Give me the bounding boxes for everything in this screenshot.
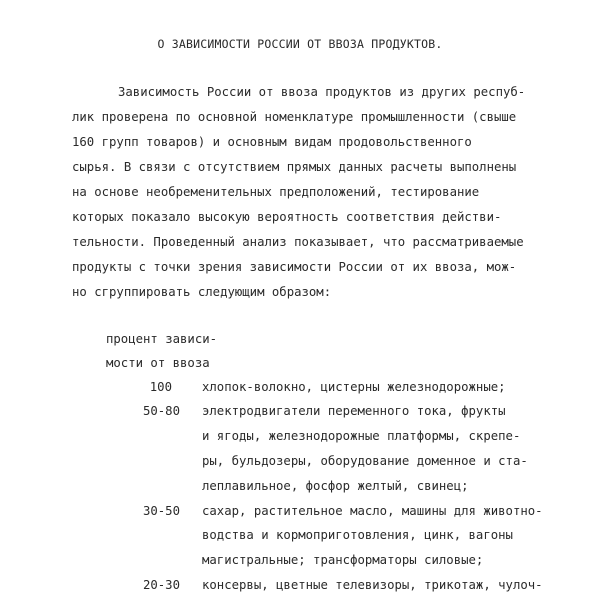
paragraph-line: которых показало высокую вероятность соответствия действи-	[72, 210, 502, 224]
list-header-line: процент зависи-	[106, 332, 218, 346]
category-line: ры, бульдозеры, оборудование доменное и ста-	[202, 454, 528, 468]
paragraph-line: 160 групп товаров) и основным видам продовольственного	[72, 135, 472, 149]
category-percent: 50-80	[142, 404, 180, 418]
category-line: магистральные; трансформаторы силовые;	[202, 553, 484, 567]
paragraph-line: но сгруппировать следующим образом:	[72, 285, 332, 299]
category-line: электродвигатели переменного тока, фрукты	[202, 404, 506, 418]
paragraph-line: сырья. В связи с отсутствием прямых данных расчеты выполнены	[72, 160, 517, 174]
category-percent: 100	[149, 380, 172, 394]
list-header-line: мости от ввоза	[106, 356, 210, 370]
category-percent: 30-50	[142, 504, 180, 518]
category-line: консервы, цветные телевизоры, трикотаж, чулоч-	[202, 578, 543, 592]
paragraph-line: на основе необременительных предположений, тестирование	[72, 185, 480, 199]
category-percent: 20-30	[142, 578, 180, 592]
paragraph-line: продукты с точки зрения зависимости России от их ввоза, мож-	[72, 260, 517, 274]
category-line: водства и кормоприготовления, цинк, вагоны	[202, 528, 513, 542]
paragraph-line: лик проверена по основной номенклатуре промышленности (свыше	[72, 110, 517, 124]
category-line: сахар, растительное масло, машины для животно-	[202, 504, 543, 518]
paragraph-line: тельности. Проведенный анализ показывает, что рассматриваемые	[72, 235, 524, 249]
category-line: и ягоды, железнодорожные платформы, скрепе-	[202, 429, 521, 443]
document-title: О ЗАВИСИМОСТИ РОССИИ ОТ ВВОЗА ПРОДУКТОВ.	[157, 37, 443, 51]
paragraph-line: Зависимость России от ввоза продуктов из других респуб-	[118, 85, 526, 99]
category-line: хлопок-волокно, цистерны железнодорожные;	[202, 380, 506, 394]
category-line: леплавильное, фосфор желтый, свинец;	[202, 479, 469, 493]
